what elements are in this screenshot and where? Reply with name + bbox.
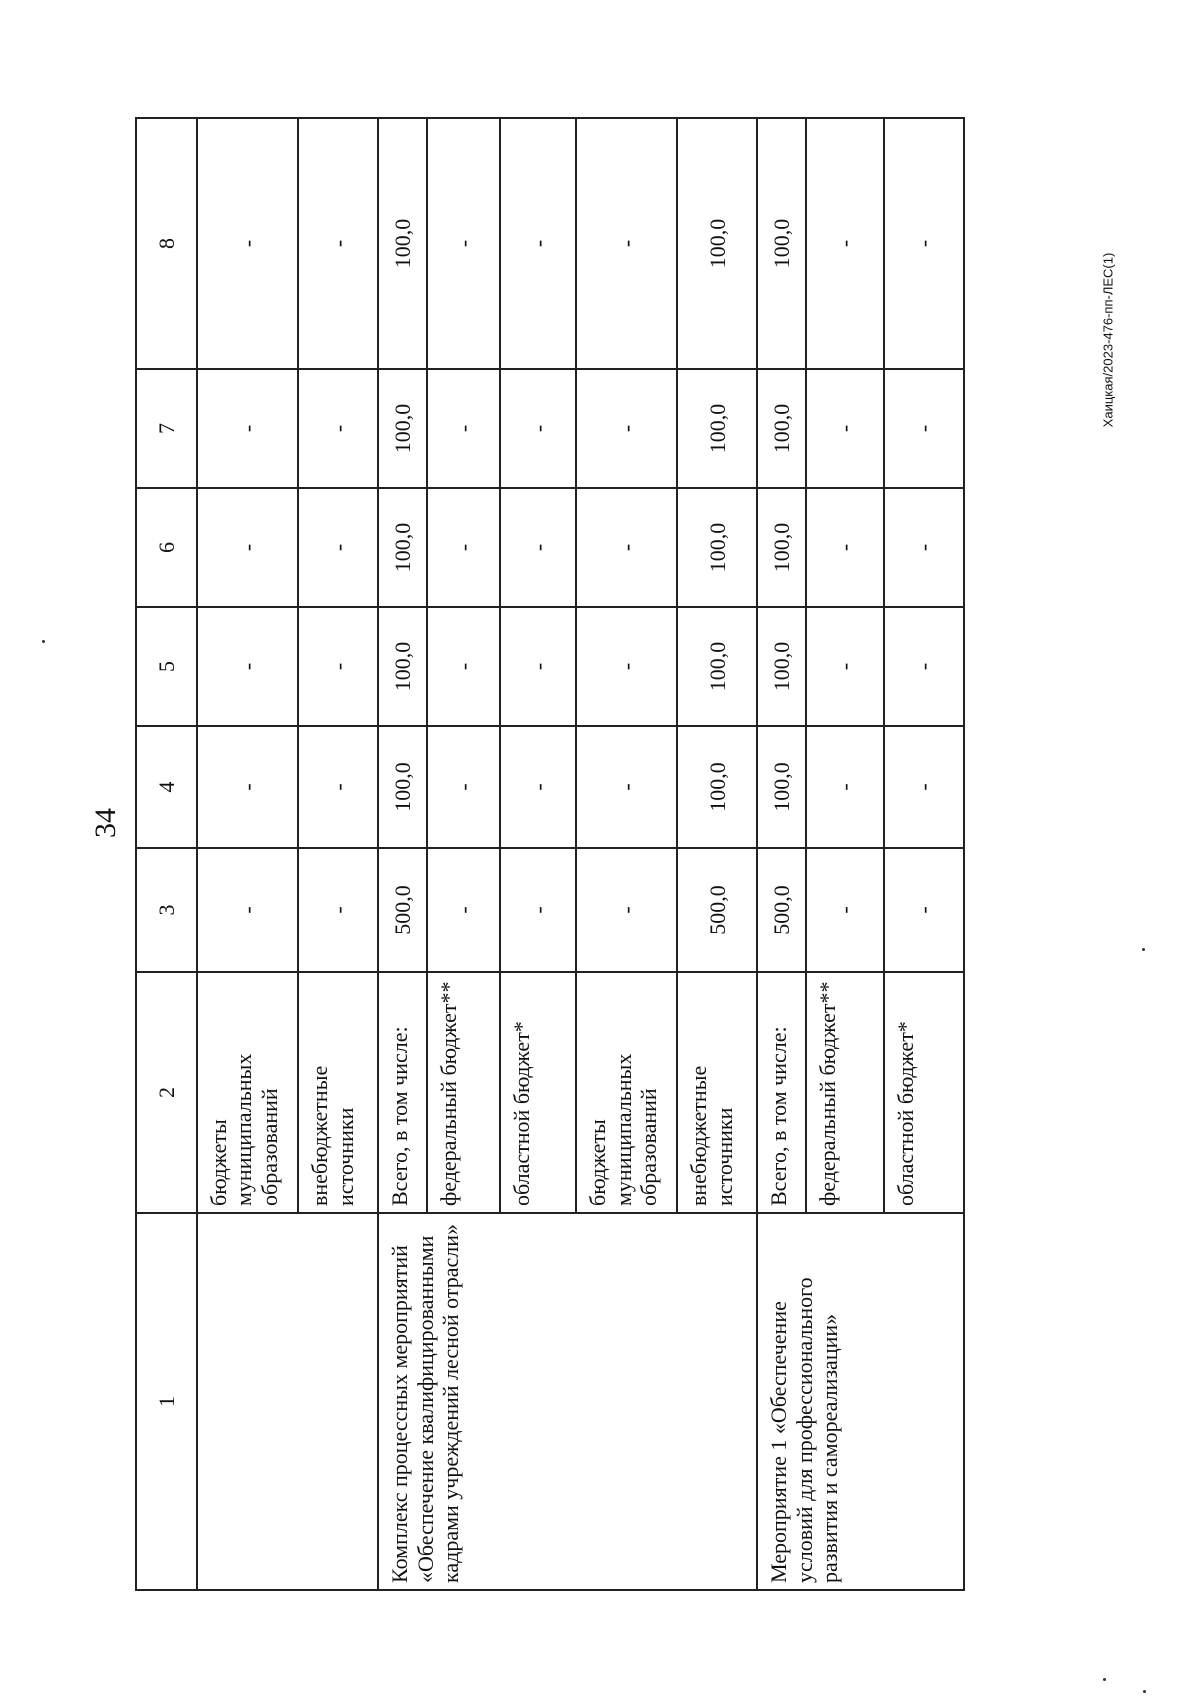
value-cell: - <box>427 726 501 848</box>
value-cell: - <box>806 488 884 607</box>
program-cell: Комплекс процессных мероприятий «Обеспечение квалифицированными кадрами учреждений лесной отрасли» <box>378 1213 757 1590</box>
value-cell: - <box>500 369 576 488</box>
table-header-row <box>136 118 197 1590</box>
value-cell: - <box>427 848 501 972</box>
value-cell: - <box>197 369 298 488</box>
value-cell: 100,0 <box>677 488 757 607</box>
value-cell: - <box>884 726 964 848</box>
scan-speck <box>1143 1690 1146 1693</box>
source-cell: Всего, в том числе: <box>378 972 426 1213</box>
header-cell: 7 <box>136 369 197 488</box>
budget-table <box>135 117 965 1591</box>
value-cell: 100,0 <box>378 607 426 726</box>
value-cell: - <box>884 607 964 726</box>
value-cell: - <box>576 848 677 972</box>
value-cell: - <box>884 848 964 972</box>
program-cell: Мероприятие 1 «Обеспечение условий для профессионального развития и самореализации» <box>757 1213 964 1590</box>
value-cell: - <box>806 607 884 726</box>
value-cell: - <box>500 607 576 726</box>
header-cell: 4 <box>136 726 197 848</box>
value-cell: 100,0 <box>677 607 757 726</box>
value-cell: - <box>884 488 964 607</box>
source-cell: Всего, в том числе: <box>757 972 805 1213</box>
value-cell: - <box>576 118 677 369</box>
source-cell: федеральный бюджет** <box>427 972 501 1213</box>
value-cell: 100,0 <box>378 488 426 607</box>
value-cell: - <box>427 607 501 726</box>
value-cell: 100,0 <box>757 369 805 488</box>
value-cell: - <box>197 488 298 607</box>
page-number: 34 <box>89 808 122 838</box>
value-cell: 100,0 <box>757 118 805 369</box>
value-cell: 500,0 <box>757 848 805 972</box>
value-cell: 100,0 <box>757 488 805 607</box>
scan-speck <box>1103 1678 1106 1681</box>
value-cell: - <box>576 488 677 607</box>
value-cell: - <box>576 607 677 726</box>
value-cell: - <box>500 488 576 607</box>
header-cell: 8 <box>136 118 197 369</box>
value-cell: 100,0 <box>378 726 426 848</box>
value-cell: - <box>298 607 378 726</box>
value-cell: - <box>806 726 884 848</box>
value-cell: - <box>197 607 298 726</box>
value-cell: 100,0 <box>757 726 805 848</box>
value-cell: 100,0 <box>677 369 757 488</box>
value-cell: - <box>298 726 378 848</box>
header-cell: 1 <box>136 1213 197 1590</box>
value-cell: - <box>197 118 298 369</box>
value-cell: 500,0 <box>378 848 426 972</box>
value-cell: - <box>427 118 501 369</box>
value-cell: - <box>500 118 576 369</box>
value-cell: - <box>427 488 501 607</box>
value-cell: - <box>298 369 378 488</box>
value-cell: - <box>298 848 378 972</box>
scan-speck <box>42 640 45 643</box>
value-cell: - <box>884 118 964 369</box>
header-cell: 6 <box>136 488 197 607</box>
scan-speck <box>1142 948 1145 951</box>
value-cell: 100,0 <box>677 118 757 369</box>
value-cell: - <box>806 848 884 972</box>
document-code <box>1096 230 1120 450</box>
document-code-text: Хаицкая/2023-476-пп-ЛЕС(1) <box>1100 252 1116 428</box>
value-cell: - <box>576 369 677 488</box>
value-cell: - <box>884 369 964 488</box>
value-cell: - <box>197 726 298 848</box>
value-cell: 100,0 <box>757 607 805 726</box>
source-cell: областной бюджет* <box>500 972 576 1213</box>
source-cell: внебюджетные источники <box>298 972 378 1213</box>
value-cell: 100,0 <box>378 118 426 369</box>
value-cell: - <box>500 848 576 972</box>
table-row <box>757 118 805 1590</box>
source-cell: бюджеты муниципальных образований <box>576 972 677 1213</box>
value-cell: - <box>806 369 884 488</box>
program-cell <box>197 1213 378 1590</box>
value-cell: 100,0 <box>378 369 426 488</box>
source-cell: федеральный бюджет** <box>806 972 884 1213</box>
header-cell: 2 <box>136 972 197 1213</box>
value-cell: - <box>806 118 884 369</box>
source-cell: областной бюджет* <box>884 972 964 1213</box>
table-row <box>197 118 298 1590</box>
header-cell: 5 <box>136 607 197 726</box>
source-cell: внебюджетные источники <box>677 972 757 1213</box>
budget-table-rotated <box>135 119 965 1591</box>
header-cell: 3 <box>136 848 197 972</box>
value-cell: - <box>298 118 378 369</box>
value-cell: - <box>576 726 677 848</box>
value-cell: - <box>427 369 501 488</box>
value-cell: - <box>500 726 576 848</box>
value-cell: 500,0 <box>677 848 757 972</box>
table-row <box>378 118 426 1590</box>
value-cell: 100,0 <box>677 726 757 848</box>
source-cell: бюджеты муниципальных образований <box>197 972 298 1213</box>
value-cell: - <box>197 848 298 972</box>
value-cell: - <box>298 488 378 607</box>
